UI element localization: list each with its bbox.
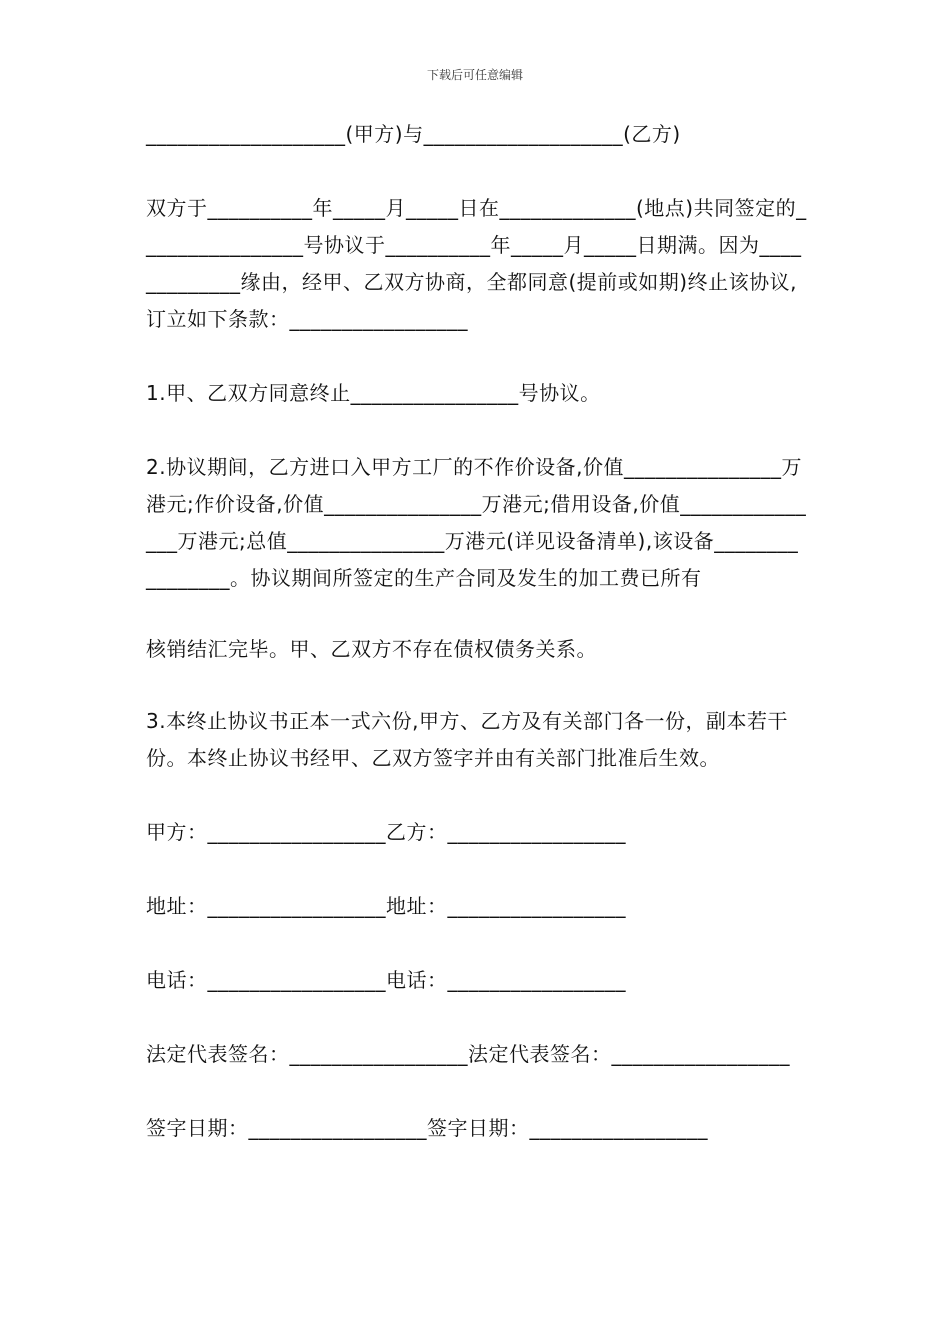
signature-date-line: 签字日期：_________________签字日期：_________________	[146, 1116, 708, 1140]
signature-party-line: 甲方：_________________乙方：_________________	[146, 820, 626, 844]
signature-representative-line: 法定代表签名：_________________法定代表签名：_________________	[146, 1042, 790, 1066]
clause-1: 1.甲、乙双方同意终止________________号协议。	[146, 381, 601, 405]
intro-paragraph: 双方于__________年_____月_____日在_____________(地点)共同签定的________________号协议于__________年_____月_____日期满。因为_____________缘由，经甲、乙双方协商，全都同意(提前或如期)终止该协议,订立如下条款：_________________	[146, 196, 807, 331]
signature-phone-line: 电话：_________________电话：_________________	[146, 968, 626, 992]
document-body	[146, 116, 808, 1147]
clause-2-continued: 核销结汇完毕。甲、乙双方不存在债权债务关系。	[146, 637, 597, 661]
signature-address-line: 地址：_________________地址：_________________	[146, 894, 626, 918]
clause-2: 2.协议期间，乙方进口入甲方工厂的不作价设备,价值_______________万港元;作价设备,价值_______________万港元;借用设备,价值_______________万港元;总值_______________万港元(详见设备清单),该设备________________。协议期间所签定的生产合同及发生的加工费已所有	[146, 455, 807, 590]
party-title-line: ___________________(甲方)与___________________(乙方)	[146, 122, 681, 146]
header-note: 下载后可任意编辑	[426, 68, 523, 82]
clause-3: 3.本终止协议书正本一式六份,甲方、乙方及有关部门各一份，副本若干份。本终止协议书经甲、乙双方签字并由有关部门批准后生效。	[146, 709, 788, 770]
